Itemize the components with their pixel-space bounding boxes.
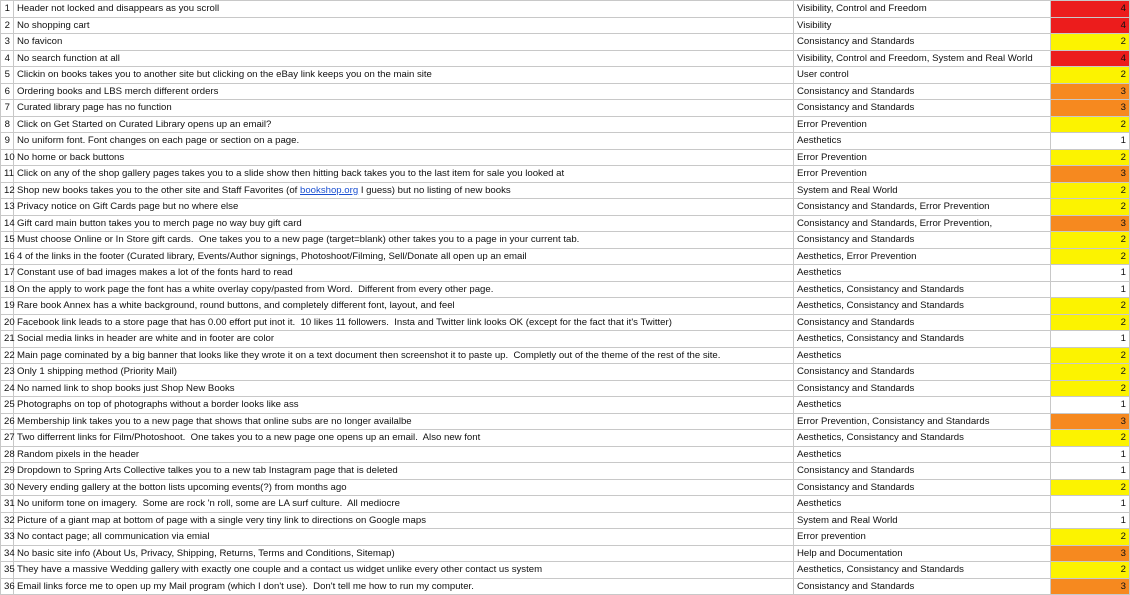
severity-cell[interactable]: 1 [1051, 463, 1130, 480]
row-number: 6 [1, 83, 14, 100]
severity-cell[interactable]: 2 [1051, 364, 1130, 381]
severity-cell[interactable]: 2 [1051, 529, 1130, 546]
severity-cell[interactable]: 2 [1051, 314, 1130, 331]
row-number: 28 [1, 446, 14, 463]
table-row [1, 100, 1130, 117]
issue-cell[interactable]: Constant use of bad images makes a lot of the fonts hard to read [14, 265, 794, 282]
issue-cell[interactable]: On the apply to work page the font has a white overlay copy/pasted from Word. Different from every other page. [14, 281, 794, 298]
category-cell[interactable]: System and Real World [794, 512, 1051, 529]
issue-cell[interactable]: No uniform tone on imagery. Some are rock 'n roll, some are LA surf culture. All mediocre [14, 496, 794, 513]
severity-cell[interactable]: 3 [1051, 413, 1130, 430]
severity-cell[interactable]: 3 [1051, 545, 1130, 562]
issue-cell[interactable]: Header not locked and disappears as you scroll [14, 1, 794, 18]
table-row [1, 199, 1130, 216]
severity-cell[interactable]: 1 [1051, 265, 1130, 282]
table-row [1, 545, 1130, 562]
severity-cell[interactable]: 3 [1051, 578, 1130, 595]
category-cell[interactable]: Aesthetics, Consistancy and Standards [794, 430, 1051, 447]
row-number: 23 [1, 364, 14, 381]
category-cell[interactable]: Error prevention [794, 529, 1051, 546]
issue-cell[interactable]: Photographs on top of photographs without a border looks like ass [14, 397, 794, 414]
table-row [1, 430, 1130, 447]
row-number: 30 [1, 479, 14, 496]
issue-cell[interactable]: Clickin on books takes you to another site but clicking on the eBay link keeps you on the main site [14, 67, 794, 84]
category-cell[interactable]: Error Prevention, Consistancy and Standards [794, 413, 1051, 430]
issue-cell[interactable]: Only 1 shipping method (Priority Mail) [14, 364, 794, 381]
category-cell[interactable]: Consistancy and Standards [794, 463, 1051, 480]
table-row [1, 232, 1130, 249]
category-cell[interactable]: Consistancy and Standards [794, 380, 1051, 397]
category-cell[interactable]: Consistancy and Standards [794, 578, 1051, 595]
category-cell[interactable]: Aesthetics, Consistancy and Standards [794, 281, 1051, 298]
table-row [1, 298, 1130, 315]
row-number: 24 [1, 380, 14, 397]
category-cell[interactable]: Consistancy and Standards, Error Prevention [794, 199, 1051, 216]
severity-cell[interactable]: 2 [1051, 149, 1130, 166]
table-row [1, 34, 1130, 51]
table-row [1, 265, 1130, 282]
issue-cell[interactable]: Must choose Online or In Store gift cards. One takes you to a new page (target=blank) other takes you to a page in your current tab. [14, 232, 794, 249]
table-row [1, 314, 1130, 331]
severity-cell[interactable]: 1 [1051, 512, 1130, 529]
category-cell[interactable]: Aesthetics [794, 265, 1051, 282]
category-cell[interactable]: User control [794, 67, 1051, 84]
table-row [1, 182, 1130, 199]
severity-cell[interactable]: 3 [1051, 215, 1130, 232]
category-cell[interactable]: Aesthetics [794, 347, 1051, 364]
category-cell[interactable]: Consistancy and Standards [794, 100, 1051, 117]
severity-cell[interactable]: 2 [1051, 430, 1130, 447]
row-number: 4 [1, 50, 14, 67]
severity-cell[interactable]: 1 [1051, 281, 1130, 298]
severity-cell[interactable]: 4 [1051, 17, 1130, 34]
row-number: 26 [1, 413, 14, 430]
row-number: 20 [1, 314, 14, 331]
severity-cell[interactable]: 1 [1051, 133, 1130, 150]
row-number: 11 [1, 166, 14, 183]
table-row [1, 347, 1130, 364]
row-number: 15 [1, 232, 14, 249]
severity-cell[interactable]: 1 [1051, 496, 1130, 513]
category-cell[interactable]: Consistancy and Standards [794, 232, 1051, 249]
severity-cell[interactable]: 2 [1051, 232, 1130, 249]
severity-cell[interactable]: 3 [1051, 83, 1130, 100]
row-number: 9 [1, 133, 14, 150]
issue-cell[interactable]: They have a massive Wedding gallery with exactly one couple and a contact us widget unlike every other contact us system [14, 562, 794, 579]
table-row [1, 496, 1130, 513]
issue-cell[interactable]: No search function at all [14, 50, 794, 67]
category-cell[interactable]: Visibility, Control and Freedom, System and Real World [794, 50, 1051, 67]
table-row [1, 397, 1130, 414]
severity-cell[interactable]: 2 [1051, 182, 1130, 199]
category-cell[interactable]: Aesthetics [794, 496, 1051, 513]
row-number: 16 [1, 248, 14, 265]
table-row [1, 1, 1130, 18]
severity-cell[interactable]: 2 [1051, 380, 1130, 397]
issue-cell[interactable]: Email links force me to open up my Mail program (which I don't use). Don't tell me how to run my computer. [14, 578, 794, 595]
row-number: 1 [1, 1, 14, 18]
row-number: 2 [1, 17, 14, 34]
issue-cell[interactable]: No named link to shop books just Shop New Books [14, 380, 794, 397]
issue-cell[interactable]: Main page cominated by a big banner that looks like they wrote it on a text document then screenshot it to paste up. Completly out of the theme of the rest of the site. [14, 347, 794, 364]
severity-cell[interactable]: 4 [1051, 50, 1130, 67]
category-cell[interactable]: Consistancy and Standards [794, 364, 1051, 381]
issue-cell[interactable]: Membership link takes you to a new page that shows that online subs are no longer availalbe [14, 413, 794, 430]
severity-cell[interactable]: 1 [1051, 446, 1130, 463]
issue-cell[interactable]: Random pixels in the header [14, 446, 794, 463]
issue-link[interactable]: bookshop.org [300, 184, 359, 196]
row-number: 13 [1, 199, 14, 216]
issue-text: I guess) but no listing of new books [358, 184, 511, 196]
severity-cell[interactable]: 2 [1051, 347, 1130, 364]
category-cell[interactable]: Consistancy and Standards [794, 314, 1051, 331]
category-cell[interactable]: Help and Documentation [794, 545, 1051, 562]
category-cell[interactable]: Aesthetics, Consistancy and Standards [794, 298, 1051, 315]
table-row [1, 364, 1130, 381]
severity-cell[interactable]: 2 [1051, 34, 1130, 51]
table-row [1, 413, 1130, 430]
category-cell[interactable]: Aesthetics, Consistancy and Standards [794, 562, 1051, 579]
row-number: 5 [1, 67, 14, 84]
issue-cell[interactable] [14, 182, 794, 199]
table-row [1, 512, 1130, 529]
table-row [1, 133, 1130, 150]
table-row [1, 83, 1130, 100]
issue-cell[interactable]: No basic site info (About Us, Privacy, Shipping, Returns, Terms and Conditions, Sitemap) [14, 545, 794, 562]
row-number: 7 [1, 100, 14, 117]
severity-cell[interactable]: 3 [1051, 100, 1130, 117]
issues-table-body [1, 1, 1130, 595]
table-row [1, 248, 1130, 265]
severity-cell[interactable]: 2 [1051, 248, 1130, 265]
severity-cell[interactable]: 2 [1051, 562, 1130, 579]
category-cell[interactable]: Error Prevention [794, 166, 1051, 183]
row-number: 10 [1, 149, 14, 166]
row-number: 14 [1, 215, 14, 232]
category-cell[interactable]: Aesthetics [794, 133, 1051, 150]
row-number: 25 [1, 397, 14, 414]
issue-cell[interactable]: No home or back buttons [14, 149, 794, 166]
row-number: 22 [1, 347, 14, 364]
row-number: 27 [1, 430, 14, 447]
issue-cell[interactable]: 4 of the links in the footer (Curated library, Events/Author signings, Photoshoot/Filming, Sell/Donate all open up an email [14, 248, 794, 265]
row-number: 17 [1, 265, 14, 282]
table-row [1, 67, 1130, 84]
severity-cell[interactable]: 2 [1051, 479, 1130, 496]
table-row [1, 562, 1130, 579]
table-row [1, 116, 1130, 133]
row-number: 3 [1, 34, 14, 51]
issue-cell[interactable]: No shopping cart [14, 17, 794, 34]
issue-cell[interactable]: Privacy notice on Gift Cards page but no where else [14, 199, 794, 216]
issue-cell[interactable]: Social media links in header are white and in footer are color [14, 331, 794, 348]
table-row [1, 215, 1130, 232]
table-row [1, 380, 1130, 397]
issue-cell[interactable]: Click on any of the shop gallery pages takes you to a slide show then hitting back takes you to the last item for sale you looked at [14, 166, 794, 183]
severity-cell[interactable]: 2 [1051, 298, 1130, 315]
issue-cell[interactable]: No uniform font. Font changes on each page or section on a page. [14, 133, 794, 150]
category-cell[interactable]: Consistancy and Standards, Error Prevention, [794, 215, 1051, 232]
issue-cell[interactable]: Rare book Annex has a white background, round buttons, and completely different font, layout, and feel [14, 298, 794, 315]
severity-cell[interactable]: 1 [1051, 331, 1130, 348]
issue-cell[interactable]: Nevery ending gallery at the botton lists upcoming events(?) from months ago [14, 479, 794, 496]
issue-cell[interactable]: Dropdown to Spring Arts Collective talkes you to a new tab Instagram page that is deleted [14, 463, 794, 480]
table-row [1, 281, 1130, 298]
category-cell[interactable]: Visibility [794, 17, 1051, 34]
severity-cell[interactable]: 2 [1051, 116, 1130, 133]
issue-cell[interactable]: No contact page; all communication via emial [14, 529, 794, 546]
severity-cell[interactable]: 4 [1051, 1, 1130, 18]
row-number: 21 [1, 331, 14, 348]
row-number: 12 [1, 182, 14, 199]
category-cell[interactable]: Aesthetics [794, 397, 1051, 414]
category-cell[interactable]: Visibility, Control and Freedom [794, 1, 1051, 18]
issue-cell[interactable]: Two differrent links for Film/Photoshoot. One takes you to a new page one opens up an email. Also new font [14, 430, 794, 447]
issue-cell[interactable]: Curated library page has no function [14, 100, 794, 117]
row-number: 35 [1, 562, 14, 579]
table-row [1, 331, 1130, 348]
row-number: 18 [1, 281, 14, 298]
row-number: 29 [1, 463, 14, 480]
row-number: 19 [1, 298, 14, 315]
row-number: 32 [1, 512, 14, 529]
category-cell[interactable]: Aesthetics, Error Prevention [794, 248, 1051, 265]
category-cell[interactable]: System and Real World [794, 182, 1051, 199]
row-number: 8 [1, 116, 14, 133]
issue-cell[interactable]: Ordering books and LBS merch different orders [14, 83, 794, 100]
severity-cell[interactable]: 3 [1051, 166, 1130, 183]
category-cell[interactable]: Consistancy and Standards [794, 34, 1051, 51]
row-number: 33 [1, 529, 14, 546]
table-row [1, 446, 1130, 463]
issue-cell[interactable]: Click on Get Started on Curated Library opens up an email? [14, 116, 794, 133]
severity-cell[interactable]: 1 [1051, 397, 1130, 414]
table-row [1, 479, 1130, 496]
row-number: 34 [1, 545, 14, 562]
row-number: 31 [1, 496, 14, 513]
category-cell[interactable]: Consistancy and Standards [794, 479, 1051, 496]
table-row [1, 578, 1130, 595]
issue-text: Shop new books takes you to the other site and Staff Favorites (of [17, 184, 301, 196]
category-cell[interactable]: Error Prevention [794, 149, 1051, 166]
issue-cell[interactable]: Picture of a giant map at bottom of page with a single very tiny link to directions on Google maps [14, 512, 794, 529]
issue-cell[interactable]: Facebook link leads to a store page that has 0.00 effort put inot it. 10 likes 11 followers. Insta and Twitter link looks OK (except for the fact that it's Twitter) [14, 314, 794, 331]
table-row [1, 17, 1130, 34]
table-row [1, 166, 1130, 183]
category-cell[interactable]: Aesthetics, Consistancy and Standards [794, 331, 1051, 348]
issue-cell[interactable]: No favicon [14, 34, 794, 51]
issue-cell[interactable]: Gift card main button takes you to merch page no way buy gift card [14, 215, 794, 232]
table-row [1, 149, 1130, 166]
severity-cell[interactable]: 2 [1051, 67, 1130, 84]
table-row [1, 529, 1130, 546]
table-row [1, 463, 1130, 480]
table-row [1, 50, 1130, 67]
row-number: 36 [1, 578, 14, 595]
category-cell[interactable]: Error Prevention [794, 116, 1051, 133]
severity-cell[interactable]: 2 [1051, 199, 1130, 216]
category-cell[interactable]: Aesthetics [794, 446, 1051, 463]
category-cell[interactable]: Consistancy and Standards [794, 83, 1051, 100]
